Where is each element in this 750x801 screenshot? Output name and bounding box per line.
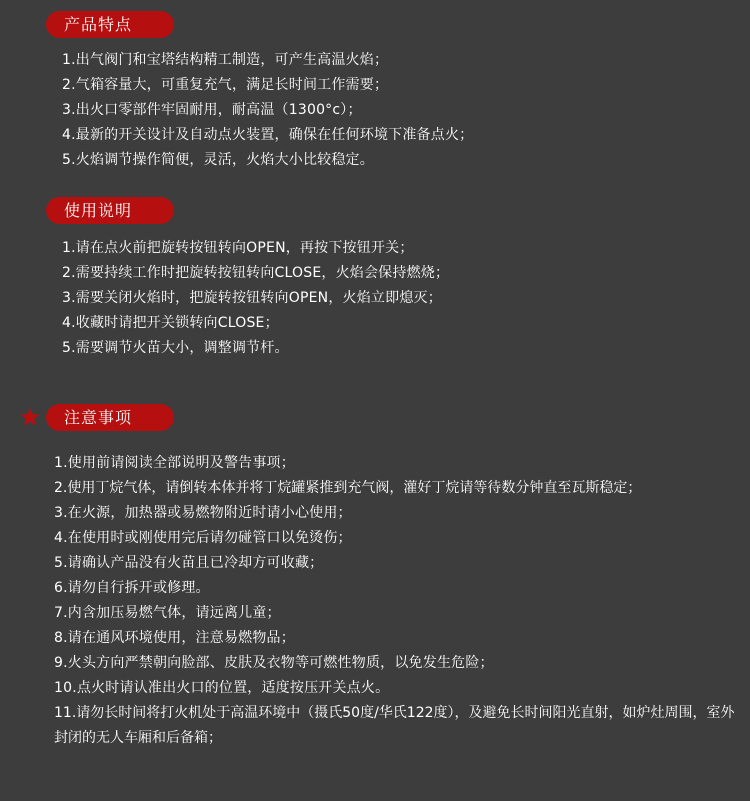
list-item: 3.在火源，加热器或易燃物附近时请小心使用； [54, 505, 352, 521]
list-item: 3.需要关闭火焰时，把旋转按钮转向OPEN，火焰立即熄灭； [62, 290, 442, 306]
usage-list [62, 236, 449, 361]
list-item: 11.请勿长时间将打火机处于高温环境中（摄氏50度/华氏122度），及避免长时间阳光直射，如炉灶周围，室外封闭的无人车厢和后备箱； [54, 705, 735, 746]
list-item: 5.需要调节火苗大小，调整调节杆。 [62, 340, 289, 356]
list-item: 9.火头方向严禁朝向脸部、皮肤及衣物等可燃性物质，以免发生危险； [54, 655, 494, 671]
list-item: 3.出火口零部件牢固耐用，耐高温（1300°c）； [62, 102, 362, 118]
list-item: 2.需要持续工作时把旋转按钮转向CLOSE，火焰会保持燃烧； [62, 265, 450, 281]
list-item: 5.火焰调节操作简便，灵活，火焰大小比较稳定。 [62, 152, 374, 168]
list-item: 4.收藏时请把开关锁转向CLOSE； [62, 315, 279, 331]
usage-heading: 使用说明 [46, 197, 174, 224]
notice-list [54, 451, 744, 751]
list-item: 8.请在通风环境使用，注意易燃物品； [54, 630, 295, 646]
list-item: 1.出气阀门和宝塔结构精工制造，可产生高温火焰； [62, 52, 389, 68]
star-icon [20, 407, 40, 427]
list-item: 7.内含加压易燃气体，请远离儿童； [54, 605, 281, 621]
list-item: 2.使用丁烷气体，请倒转本体并将丁烷罐紧推到充气阀，灌好丁烷请等待数分钟直至瓦斯稳定； [54, 480, 642, 496]
list-item: 4.在使用时或刚使用完后请勿碰管口以免烫伤； [54, 530, 352, 546]
list-item: 6.请勿自行拆开或修理。 [54, 580, 210, 596]
list-item: 5.请确认产品没有火苗且已冷却方可收藏； [54, 555, 324, 571]
list-item: 2.气箱容量大，可重复充气，满足长时间工作需要； [62, 77, 389, 93]
features-heading: 产品特点 [46, 11, 174, 38]
list-item: 1.请在点火前把旋转按钮转向OPEN，再按下按钮开关； [62, 240, 414, 256]
list-item: 4.最新的开关设计及自动点火装置，确保在任何环境下准备点火； [62, 127, 474, 143]
features-list [62, 48, 473, 173]
list-item: 1.使用前请阅读全部说明及警告事项； [54, 455, 295, 471]
notice-heading: 注意事项 [46, 404, 174, 431]
list-item: 10.点火时请认准出火口的位置，适度按压开关点火。 [54, 680, 390, 696]
